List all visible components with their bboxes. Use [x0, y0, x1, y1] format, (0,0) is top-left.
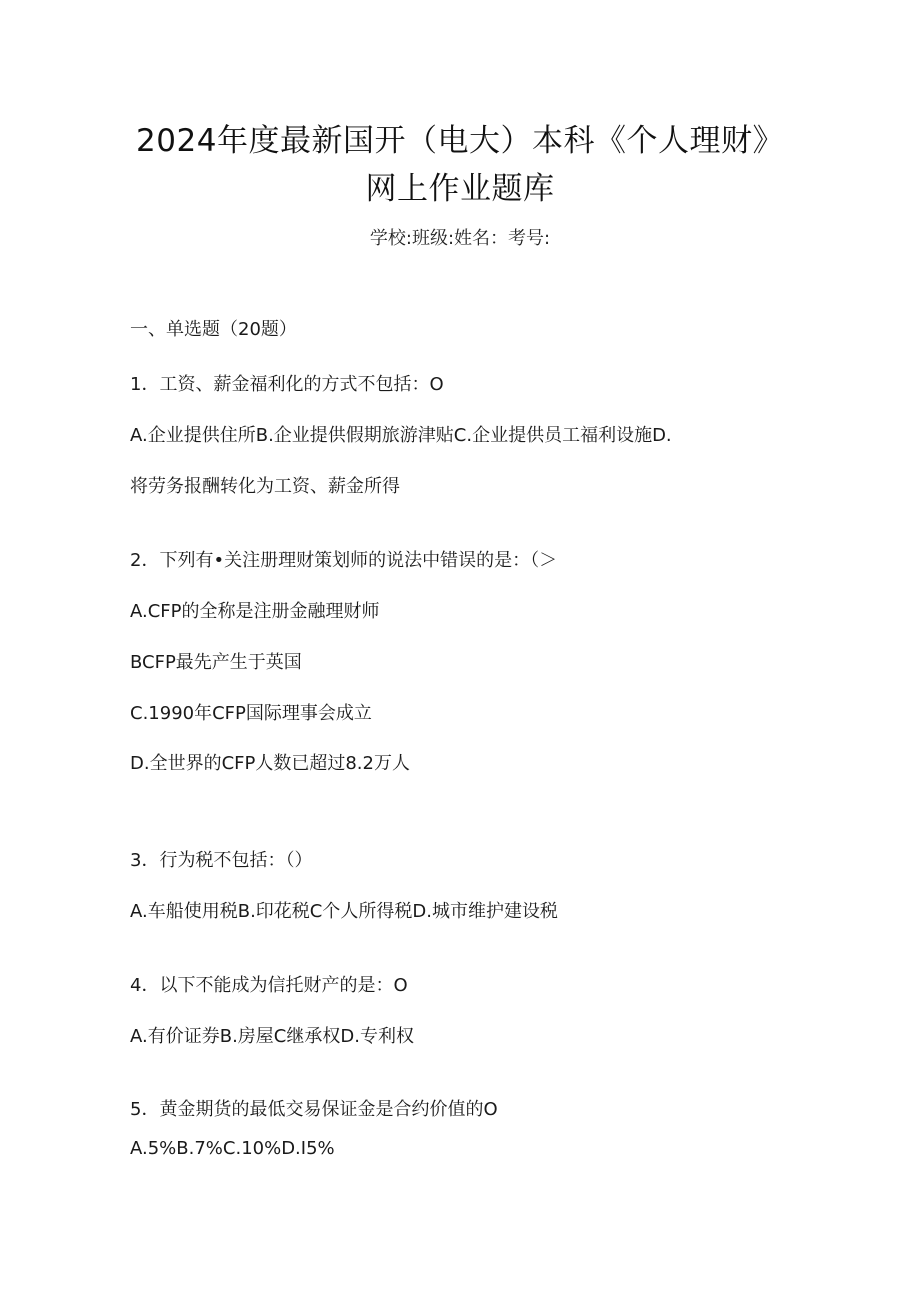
question-2-option-d: D.全世界的CFP人数已超过8.2万人	[130, 753, 410, 774]
question-2-option-a: A.CFP的全称是注册金融理财师	[130, 601, 380, 622]
question-4-stem: 4．以下不能成为信托财产的是：O	[130, 975, 408, 996]
question-5-options: A.5%B.7%C.10%D.I5%	[130, 1138, 335, 1159]
student-info-line: 学校:班级:姓名：考号:	[369, 228, 551, 249]
question-2-stem: 2．下列有•关注册理财策划师的说法中错误的是：（＞	[130, 550, 558, 571]
question-2-option-c: C.1990年CFP国际理事会成立	[130, 703, 372, 724]
document-title-line-1: 2024年度最新国开（电大）本科《个人理财》	[136, 123, 784, 159]
question-1-stem: 1．工资、薪金福利化的方式不包括：O	[130, 374, 444, 395]
question-5-stem: 5．黄金期货的最低交易保证金是合约价值的O	[130, 1099, 498, 1120]
section-heading: 一、单选题（20题）	[130, 319, 297, 340]
question-2-option-b: BCFP最先产生于英国	[130, 652, 302, 673]
question-1-options-line-1: A.企业提供住所B.企业提供假期旅游津贴C.企业提供员工福利设施D.	[130, 425, 672, 446]
document-title-line-2: 网上作业题库	[365, 171, 555, 207]
question-3-options: A.车船使用税B.印花税C个人所得税D.城市维护建设税	[130, 901, 558, 922]
question-4-options: A.有价证券B.房屋C继承权D.专利权	[130, 1026, 414, 1047]
question-3-stem: 3．行为税不包括：（）	[130, 850, 313, 871]
question-1-options-line-2: 将劳务报酬转化为工资、薪金所得	[130, 476, 400, 497]
